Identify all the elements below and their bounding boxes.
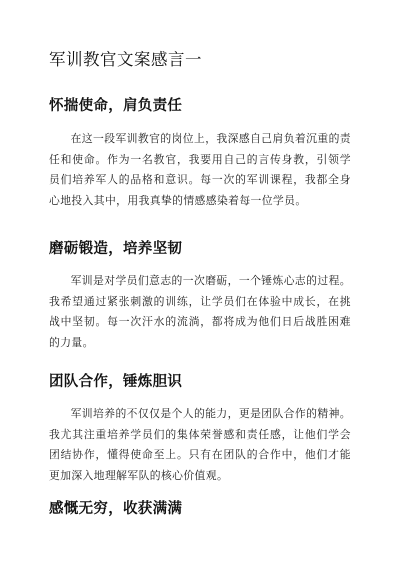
section-heading-harvest: 感慨无穷，收获满满 [49,500,183,517]
section-paragraph-teamwork: 军训培养的不仅仅是个人的能力，更是团队合作的精神。我尤其注重培养学员们的集体荣誉感和责任感，让他们学会团结协作，懂得使命至上。只有在团队的合作中，他们才能更加深入地理解军队的核心价值观。 [49,407,351,482]
section-paragraph-mission: 在这一段军训教官的岗位上，我深感自己肩负着沉重的责任和使命。作为一名教官，我要用自己的言传身教，引领学员们培养军人的品格和意识。每一次的军训课程，我都全身心地投入其中，用我真挚的情感感染着每一位学员。 [49,132,351,207]
section-heading-tempering: 磨砺锻造，培养坚韧 [49,240,183,257]
section-paragraph-tempering: 军训是对学员们意志的一次磨砺，一个锤炼心志的过程。我希望通过紧张刺激的训练，让学员们在体验中成长，在挑战中坚韧。每一次汗水的流淌，都将成为他们日后战胜困难的力量。 [49,274,351,349]
document-title: 军训教官文案感言一 [49,50,202,69]
section-heading-teamwork: 团队合作，锤炼胆识 [49,373,183,390]
section-heading-mission: 怀揣使命，肩负责任 [49,97,183,114]
